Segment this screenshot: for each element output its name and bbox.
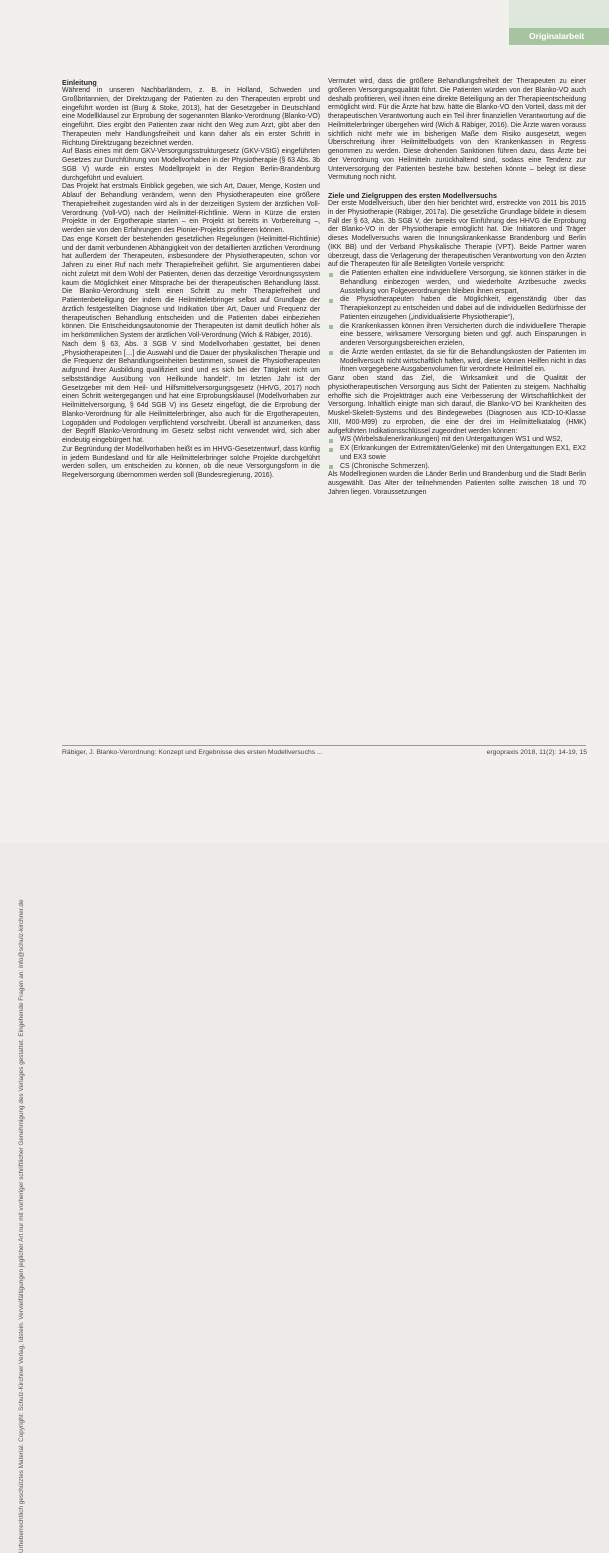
left-column [62,78,320,696]
list-item: WS (Wirbelsäulenerkrankungen) mit den Untergattungen WS1 und WS2, [328,436,586,445]
paragraph: Zur Begründung der Modellvorhaben heißt es im HHVG-Gesetzentwurf, dass künftig in jedem Bundesland und für alle Heilmittelerbringer solche Projekte durchgeführt werden sollen, um entscheiden zu können, ob die neue Versorgungsform in die Regelversorgung übernommen werden soll (Bundesregierung, 2016). [62,445,320,479]
paragraph: Das enge Korsett der bestehenden gesetzlichen Regelungen (Heilmittel-Richtlinie) und der damit verbundenen Abhängigkeit von der detaillierten ärztlichen Verordnung hat außerdem der Therapeuten, insbesondere der Physiotherapeuten, schon vor Jahren zu einer Ruf nach mehr Therapiefreiheit geführt. Sie argumentieren dabei nicht zuletzt mit dem Wohl der Patienten, denen das derzeitige Verordnungssystem kaum die Möglichkeit einer Mitsprache bei der therapeutischen Behandlung lässt. Die Blanko-Verordnung stellt einen Schritt zu mehr Therapiefreiheit und Patientenbeteiligung der indem die Heilmittelerbringer selbst auf Grundlage der ärztlich festgestellten Diagnose und Indikation über Art, Dauer und Frequenz der therapeutischen Behandlung entscheiden und die Patienten dabei einbeziehen können. Die Entscheidungsautonomie der Therapeuten ist damit deutlich höher als im herkömmlichen System der ärztlichen Voll-Verordnung (Wich & Räbiger, 2016). [62,235,320,339]
paragraph: Ganz oben stand das Ziel, die Wirksamkeit und die Qualität der physiotherapeutischen Versorgung aus Sicht der Patienten zu steigern. Nachhaltig erhoffte sich die Projektträger auch eine Verbesserung der Wirtschaftlichkeit der Versorgung. Inhaltlich einigte man sich darauf, die Blanko-VO bei Krankheiten des Muskel-Skelett-Systems und des Bindegewebes (Diagnosen aus ICD-10-Klasse XIII, M00-M99) zu erproben, die eine der drei im Heilmittelkatalog (HMK) aufgeführten Indikationsschlüssel zugeordnet werden können: [328,375,586,435]
paragraph: Nach dem § 63, Abs. 3 SGB V sind Modellvorhaben gestattet, bei denen „Physiotherapeuten […] die Auswahl und die Dauer der physikalischen Therapie und die Frequenz der Behandlungseinheiten bestimmen, soweit die Physiotherapeuten aufgrund ihrer Ausbildung qualifiziert sind und es sich bei der Tätigkeit nicht um selbstständige Ausübung von Heilkunde handelt“. Im letzten Jahr ist der Gesetzgeber mit dem Heil- und Hilfsmittelversorgungsgesetz (HHVG, 2017) noch einen Schritt weitergegangen und hat eine Erprobungsklausel (Modellvorhaben zur Heilmittelversorgung, § 64d SGB V) ins Gesetz eingefügt, die die Erprobung der Blanko-Verordnung für alle Heilmittelerbringer, also auch für die Ergotherapeuten, Logopäden und Podologen verpflichtend vorschreibt. Überall ist anzumerken, dass der Begriff Blanko-Verordnung im Gesetz selbst nicht verwendet wird, sich aber eindeutig eingebürgert hat. [62,340,320,444]
right-column [328,78,586,696]
list-item: EX (Erkrankungen der Extremitäten/Gelenke) mit den Untergattungen EX1, EX2 und EX3 sowie [328,445,586,463]
paragraph: Das Projekt hat erstmals Einblick gegeben, wie sich Art, Dauer, Menge, Kosten und Ablauf der Behandlung verändern, wenn den Physiotherapeuten eine größere Therapiefreiheit zugestanden wird als in der derzeitigen System der ärztlichen Voll-Verordnung (Voll-VO) nach der Heilmittel-Richtlinie. Wenn in Kürze die ersten Projekte in der Ergotherapie starten – ein Projekt ist bereits in Vorbereitung –, werden sie von den Erfahrungen des Pionier-Projekts profitieren können. [62,183,320,234]
corner-decoration [509,0,609,28]
article-type-label: Originalarbeit [509,28,609,45]
paragraph: Auf Basis eines mit dem GKV-Versorgungsstrukturgesetz (GKV-VStG) eingeführten Gesetzes zur Durchführung von Modellvorhaben in der Physiotherapie (§ 63 Abs. 3b SGB V) wurde ein erstes Modellprojekt in der Region Berlin-Brandenburg durchgeführt und evaluiert. [62,148,320,182]
list-item: die Physiotherapeuten haben die Möglichkeit, eigenständig über das Therapiekonzept zu entscheiden und dabei auf die individuellen Bedürfnisse der Patienten einzugehen („individualisierte Physiotherapie“), [328,296,586,322]
section-heading-einleitung: Einleitung [62,78,97,87]
paragraph: Während in unseren Nachbarländern, z. B. in Holland, Schweden und Großbritannien, der Direktzugang der Patienten zu den Therapeuten erprobt und eingeführt worden ist (Burg & Stoke, 2013), hat der Gesetzgeber in Deutschland eine Modellklausel zur Erprobung der sogenannten Blanko-Verordnung (Blanko-VO) eingeführt. Dies ergibt den Patienten zwar nicht den Weg zum Arzt, gibt aber den Therapeuten mehr Handlungsfreiheit und kann daher als ein erster Schritt in Richtung Direktzugang bezeichnet werden. [62,87,320,147]
indication-list [328,436,586,471]
paragraph: Als Modellregionen wurden die Länder Berlin und Brandenburg und die Stadt Berlin ausgewählt. Das Alter der teilnehmenden Patienten sollte zwischen 18 und 70 Jahren liegen. Voraussetzungen [328,471,586,496]
paragraph: Der erste Modellversuch, über den hier berichtet wird, erstreckte von 2011 bis 2015 in der Physiotherapie (Räbiger, 2017a). Die gesetzliche Grundlage bildete in diesem Fall der § 63, Abs. 3b SGB V, der bereits vor Einführung des HHVG die Erprobung der Blanko-VO in der Physiotherapie ermöglicht hat. Die Initiatoren und Träger dieses Modellversuchs waren die Innungskrankenkasse Brandenburg und Berlin (IKK BB) und der Verband Physikalische Therapie (VPT). Beide Partner waren überzeugt, dass die Verlagerung der therapeutischen Verantwortung von den Ärzten auf die Therapeuten für alle Beteiligten Vorteile verspricht: [328,200,586,269]
section-heading-ziele: Ziele und Zielgruppen des ersten Modellversuchs [328,191,497,200]
footer-divider [62,745,586,746]
list-item: die Krankenkassen können ihren Versicherten durch die individuellere Therapie eine bessere, wirksamere Versorgung bieten und ggf. auch Einsparungen in anderen Versorgungsbereichen erzielen, [328,323,586,349]
list-item: CS (Chronische Schmerzen). [328,463,586,472]
list-item: die Ärzte werden entlastet, da sie für die Behandlungskosten der Patienten im Modellversuch nicht wirtschaftlich haften, wird, diese können Heilfen nicht in das ihnen vorgegebene Ausgabenvolumen für verordnete Heilmittel ein. [328,349,586,375]
footer-page-info: ergopraxis 2018, 11(2): 14-19, 15 [486,749,587,756]
benefits-list [328,270,586,375]
footer-citation: Räbiger, J. Blanko-Verordnung: Konzept und Ergebnisse des ersten Modellversuchs ... [62,749,323,756]
copyright-side-note [18,40,30,1553]
list-item: die Patienten erhalten eine individuellere Versorgung, sie können stärker in die Behandlung einbezogen werden, und wiederholte Arztbesuche zwecks Ausstellung von Folgeverordnungen bleiben ihnen erspart, [328,270,586,296]
paragraph: Vermutet wird, dass die größere Behandlungsfreiheit der Therapeuten zu einer größeren Versorgungsqualität führt. Die Patienten würden von der Blanko-VO auch deshalb profitieren, weil ihnen eine direkte Beteiligung an der Therapieentscheidung ermöglicht wird. Für die Ärzte hat bzw. hätte die Blanko-VO den Vorteil, dass mit der therapeutischen Verantwortung auch ein Teil ihrer finanziellen Verantwortung auf die Heilmittelerbringer übergehen wird (Wich & Räbiger, 2016). Die Ärzte waren vorauss sichtlich nicht mehr wie im bisherigen Maße dem Risiko ausgesetzt, wegen Überschreitung ihrer Heilmittelbudgets von den Krankenkassen in Regress genommen zu werden. Diese drohenden Sanktionen führen dazu, dass Ärzte bei der Verordnung von Heilmitteln zurückhaltend sind, sodass eine Tendenz zur Unterversorgung der Patienten bestehe bzw. bestehen könnte – belegt ist diese Vermutung noch nicht. [328,78,586,182]
copyright-text: Urheberrechtlich geschütztes Material. Copyright: Schulz-Kirchner Verlag, Idstein. Vervielfältigungen jeglicher Art nur mit vorheriger schriftlicher Genehmigung des Verlages gestattet. Eingehende Fragen an: info@schulz-kirchner.de [18,899,25,1553]
